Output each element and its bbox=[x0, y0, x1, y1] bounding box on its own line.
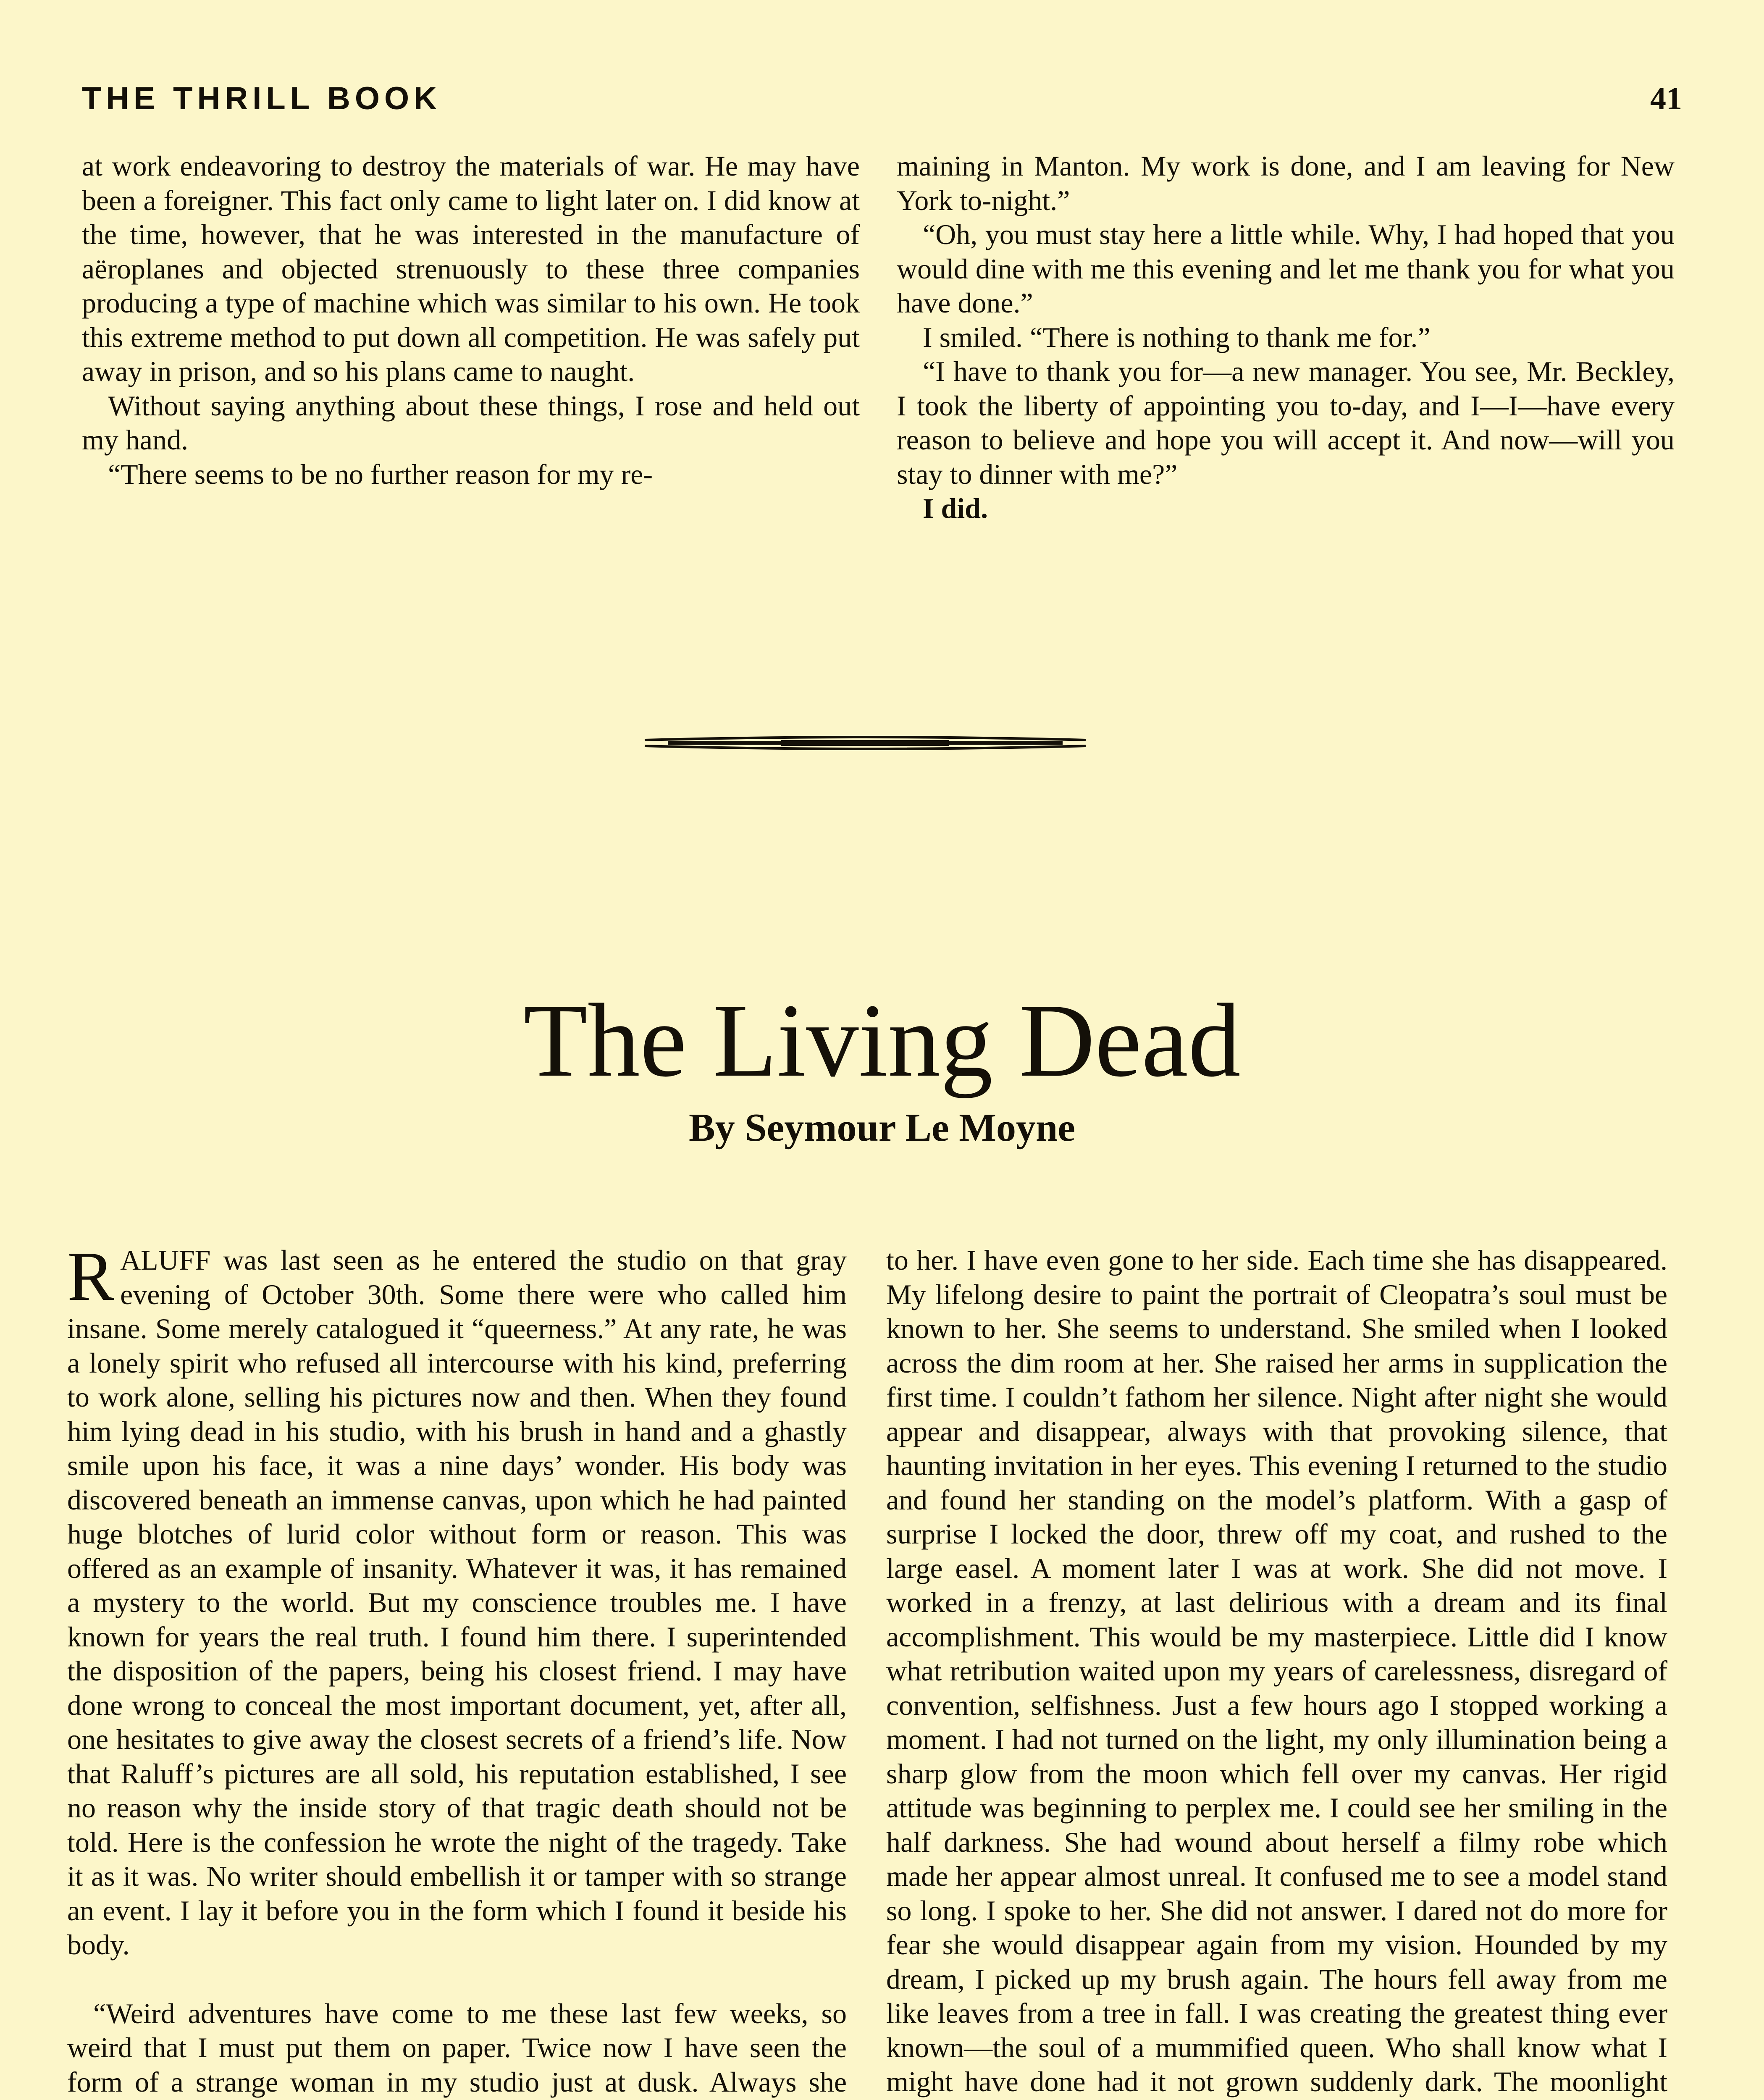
paragraph: I did. bbox=[923, 492, 988, 524]
previous-story-left-column bbox=[82, 149, 860, 491]
previous-story-right-column bbox=[897, 149, 1675, 526]
article-byline: By Seymour Le Moyne bbox=[689, 1106, 1075, 1150]
paragraph: to her. I have even gone to her side. Each time she has disappeared. My lifelong desire to paint the portrait of Cleopatra’s soul must be known to her. She seems to understand. She smiled when I looked across the dim room at her. She raised her arms in supplication the first time. I couldn’t fathom her silence. Night after night she would appear and disappear, always with that provoking silence, that haunting invitation in her eyes. This evening I returned to the studio and found her standing on the model’s platform. With a gasp of surprise I locked the door, threw off my coat, and rushed to the large easel. A moment later I was at work. She did not move. I worked in a frenzy, at last delirious with a dream and its final accomplishment. This would be my masterpiece. Little did I know what retribution waited upon my years of carelessness, disregard of convention, selfishness. Just a few hours ago I stopped working a moment. I had not turned on the light, my only illumination being a sharp glow from the moon which fell over my canvas. Her rigid attitude was beginning to perplex me. I could see her smiling in the half darkness. She had wound about herself a filmy robe which made her appear almost unreal. It confused me to see a model stand so long. I spoke to her. She did not answer. I dared not do more for fear she would disappear again from my vision. Hounded by my dream, I picked up my brush again. The hours fell away from me like leaves from a tree in fall. I was creating the greatest thing ever known—the soul of a mummified queen. Who shall know what I might have done had it not grown suddenly dark. The moonlight bbox=[886, 1244, 1667, 2097]
paragraph: “I have to thank you for—a new manager. You see, Mr. Beckley, I took the liberty of appointing you to-day, and I—I—have every reason to believe and hope you will accept it. And now—will you stay to dinner with me?” bbox=[897, 355, 1675, 490]
section-divider-ornament bbox=[643, 730, 1088, 755]
drop-cap: R bbox=[67, 1237, 115, 1315]
paragraph: maining in Manton. My work is done, and I am leaving for New York to-night.” bbox=[897, 150, 1675, 216]
article-left-column bbox=[67, 1237, 847, 2100]
paragraph: at work endeavoring to destroy the materials of war. He may have been a foreigner. This fact only came to light later on. I did know at the time, however, that he was interested in the manufacture of aëroplanes and objected strenuously to these three companies producing a type of machine which was similar to his own. He took this extreme method to put down all competition. He was safely put away in prison, and so his plans came to naught. bbox=[82, 150, 860, 387]
paragraph: “Weird adventures have come to me these last few weeks, so weird that I must put them on paper. Twice now I have seen the form of a strange woman in my studio just at dusk. Always she bbox=[67, 1997, 847, 2098]
running-header bbox=[82, 78, 1682, 120]
paragraph: Without saying anything about these things, I rose and held out my hand. bbox=[82, 389, 860, 456]
paragraph: “Oh, you must stay here a little while. Why, I had hoped that you would dine with me this evening and let me thank you for what you have done.” bbox=[897, 218, 1675, 319]
opening-paragraph bbox=[67, 1237, 847, 1962]
article-right-column bbox=[886, 1243, 1667, 2100]
paragraph: I smiled. “There is nothing to thank me for.” bbox=[923, 321, 1431, 353]
paragraph: “There seems to be no further reason for my re- bbox=[108, 458, 653, 490]
magazine-title: THE THRILL BOOK bbox=[82, 81, 442, 116]
article-title: The Living Dead bbox=[523, 982, 1241, 1099]
page-number: 41 bbox=[1650, 81, 1682, 116]
paragraph-text: ALUFF was last seen as he entered the studio on that gray evening of October 30th. Some there were who called him insane. Some merely catalogued it “queerness.” At any rate, he was a lonely spirit who refused all intercourse with his kind, preferring to work alone, selling his pictures now and then. When they found him lying dead in his studio, with his brush in hand and a ghastly smile upon his face, it was a nine days’ wonder. His body was discovered beneath an immense canvas, upon which he had painted huge blotches of lurid color without form or reason. This was offered as an example of insanity. Whatever it was, it has remained a mystery to the world. But my conscience troubles me. I have known for years the real truth. I found him there. I superintended the disposition of the papers, being his closest friend. I may have done wrong to conceal the most important document, yet, after all, one hesitates to give away the closest secrets of a friend’s life. Now that Raluff’s pictures are all sold, his reputation established, I see no reason why the inside story of that tragic death should not be told. Here is the confession he wrote the night of the tragedy. Take it as it was. No writer should embellish it or tamper with so strange an event. I lay it before you in the form which I found it beside his body. bbox=[67, 1244, 847, 1961]
